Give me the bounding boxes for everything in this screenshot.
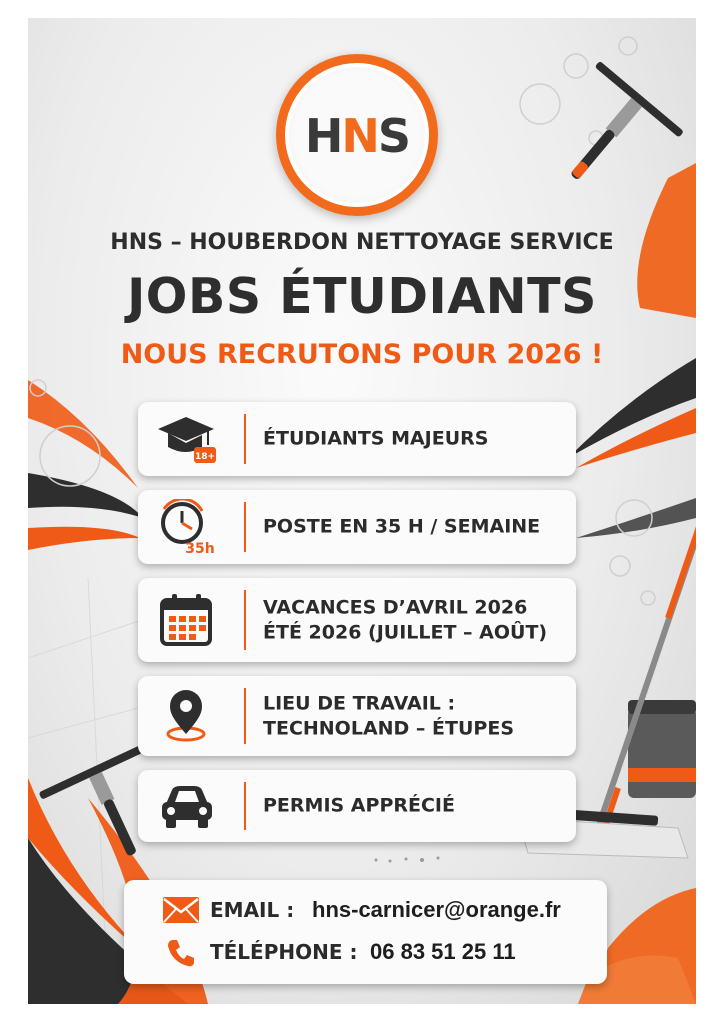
hns-logo — [276, 54, 438, 216]
phone-row — [124, 934, 607, 970]
feature-card-hours — [138, 490, 576, 564]
phone-icon — [166, 938, 196, 968]
card-separator — [244, 688, 246, 744]
car-icon — [156, 778, 218, 834]
flyer — [28, 18, 696, 1004]
card-separator — [244, 502, 246, 552]
phone-label: TÉLÉPHONE : — [210, 940, 358, 964]
email-link[interactable]: hns-carnicer@orange.fr — [312, 897, 561, 922]
feature-text: PERMIS APPRÉCIÉ — [263, 794, 455, 817]
phone-link[interactable]: 06 83 51 25 11 — [370, 939, 516, 964]
feature-card-students — [138, 402, 576, 476]
card-separator — [244, 590, 246, 650]
email-label: EMAIL : — [210, 898, 295, 922]
graduation-cap-icon — [156, 411, 218, 467]
feature-text: ÉTUDIANTS MAJEURS — [263, 427, 489, 450]
contact-box — [124, 880, 607, 984]
envelope-icon — [162, 896, 200, 924]
logo-text: HNS — [304, 109, 410, 163]
clock-icon — [156, 499, 218, 555]
recruiting-subtitle: NOUS RECRUTONS POUR 2026 ! — [120, 339, 604, 370]
card-separator — [244, 782, 246, 830]
feature-card-period — [138, 578, 576, 662]
company-name: HNS – HOUBERDON NETTOYAGE SERVICE — [110, 230, 614, 255]
feature-text: LIEU DE TRAVAIL : TECHNOLAND – ÉTUPES — [263, 692, 515, 739]
page-title: JOBS ÉTUDIANTS — [127, 268, 597, 325]
feature-card-location — [138, 676, 576, 756]
feature-text: POSTE EN 35 H / SEMAINE — [263, 515, 541, 538]
calendar-icon — [156, 592, 218, 648]
email-row — [124, 892, 607, 928]
age-badge: 18+ — [194, 452, 216, 462]
feature-card-license — [138, 770, 576, 842]
card-separator — [244, 414, 246, 464]
feature-text: VACANCES D’AVRIL 2026 ÉTÉ 2026 (JUILLET – AOÛT) — [263, 596, 548, 643]
hours-badge: 35h — [185, 541, 215, 555]
location-pin-icon — [156, 688, 218, 744]
